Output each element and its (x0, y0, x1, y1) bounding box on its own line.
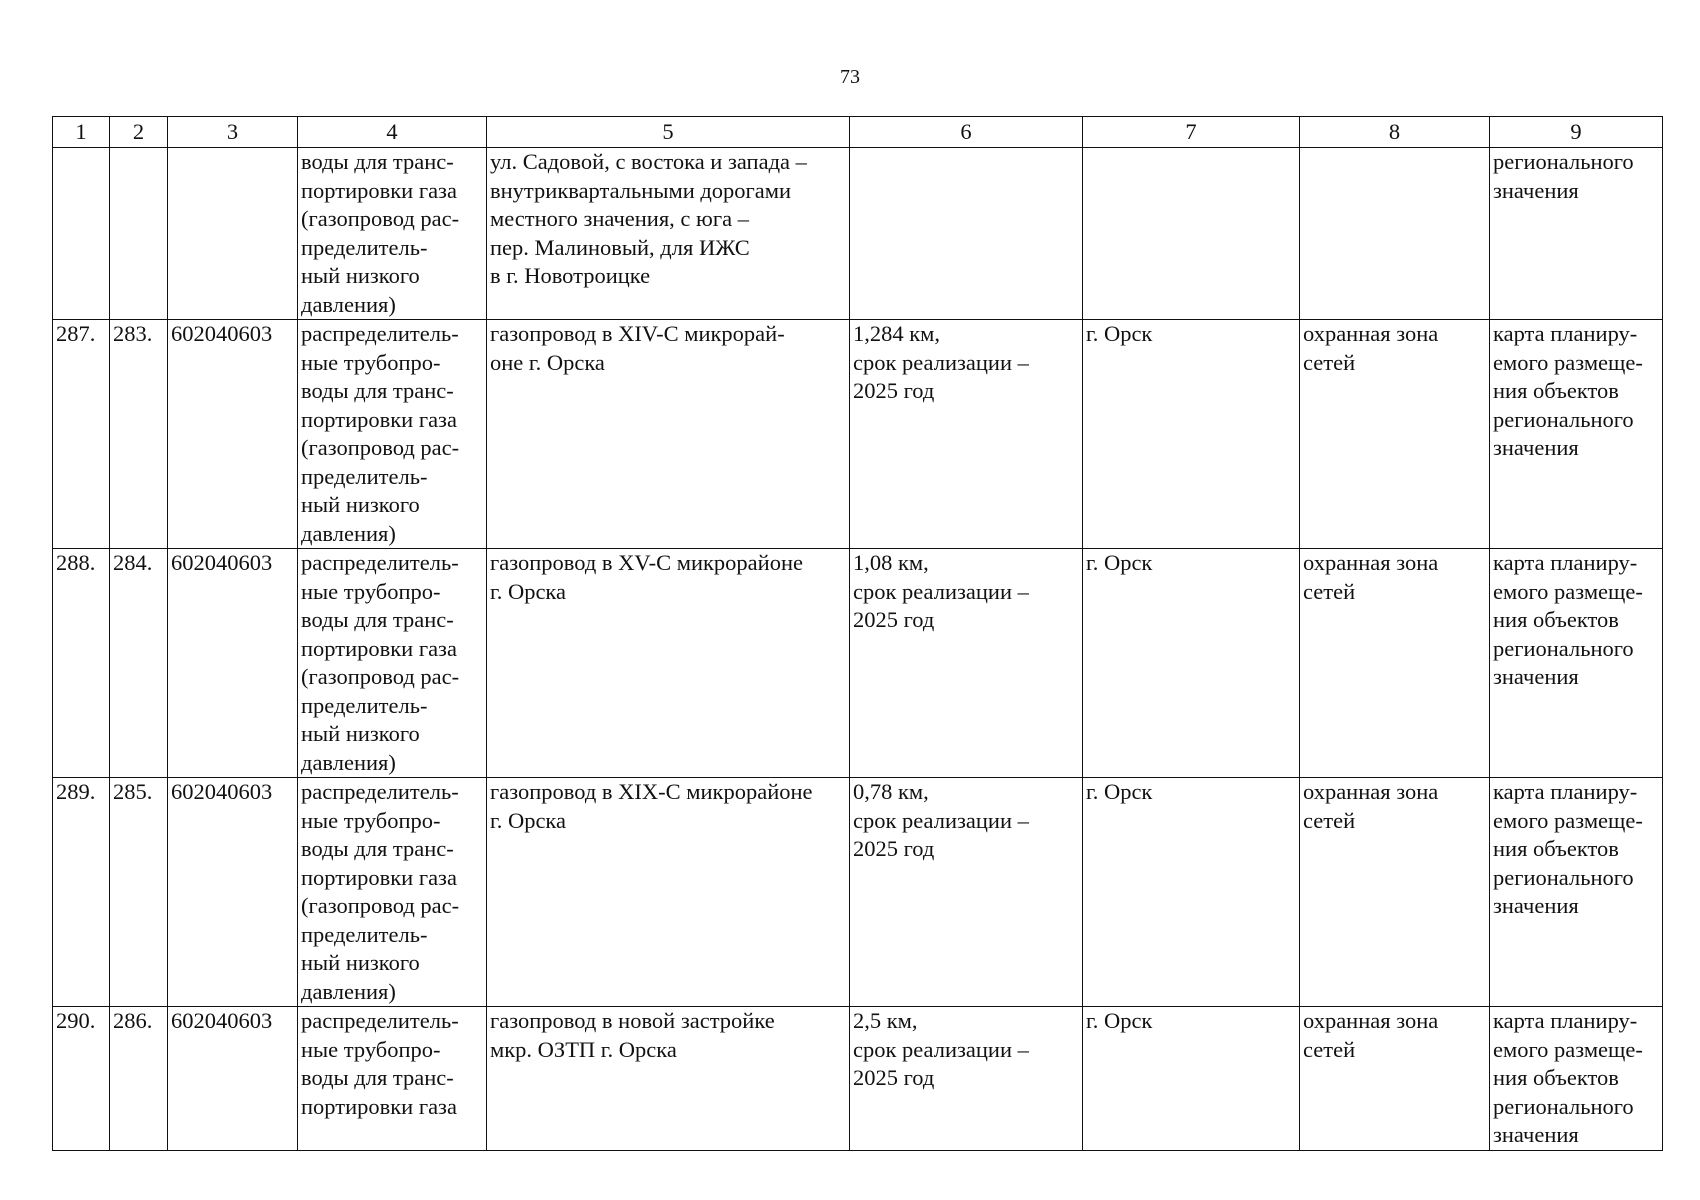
object-number-cell: 285. (110, 778, 168, 1007)
code-cell: 602040603 (168, 320, 298, 549)
code-cell: 602040603 (168, 549, 298, 778)
location-cell: г. Орск (1083, 1007, 1300, 1151)
column-header: 2 (110, 117, 168, 148)
column-header: 5 (487, 117, 850, 148)
map-reference-cell: регионального значения (1490, 148, 1663, 320)
table-row (53, 1007, 1663, 1151)
column-header: 4 (298, 117, 487, 148)
row-number-cell: 288. (53, 549, 110, 778)
column-header: 1 (53, 117, 110, 148)
row-number-cell (53, 148, 110, 320)
column-number-row (53, 117, 1663, 148)
location-cell: г. Орск (1083, 320, 1300, 549)
zone-cell: охранная зона сетей (1300, 1007, 1490, 1151)
zone-cell: охранная зона сетей (1300, 320, 1490, 549)
object-number-cell (110, 148, 168, 320)
map-reference-cell: карта планиру- емого размеще- ния объектов регионального значения (1490, 1007, 1663, 1151)
map-reference-cell: карта планиру- емого размеще- ния объектов регионального значения (1490, 778, 1663, 1007)
column-header: 6 (850, 117, 1083, 148)
column-header: 3 (168, 117, 298, 148)
column-header: 9 (1490, 117, 1663, 148)
location-cell (1083, 148, 1300, 320)
object-name-cell: газопровод в новой застройке мкр. ОЗТП г. Орска (487, 1007, 850, 1151)
row-number-cell: 287. (53, 320, 110, 549)
planning-objects-table (52, 116, 1663, 1151)
object-name-cell: газопровод в XV-С микрорайоне г. Орска (487, 549, 850, 778)
object-name-cell: газопровод в XIX-С микрорайоне г. Орска (487, 778, 850, 1007)
characteristics-cell: 0,78 км, срок реализации – 2025 год (850, 778, 1083, 1007)
code-cell: 602040603 (168, 1007, 298, 1151)
zone-cell (1300, 148, 1490, 320)
object-type-cell: воды для транс- портировки газа (газопровод рас- пределитель- ный низкого давления) (298, 148, 487, 320)
characteristics-cell: 2,5 км, срок реализации – 2025 год (850, 1007, 1083, 1151)
table-row (53, 320, 1663, 549)
column-header: 7 (1083, 117, 1300, 148)
object-type-cell: распределитель- ные трубопро- воды для транс- портировки газа (298, 1007, 487, 1151)
code-cell (168, 148, 298, 320)
object-type-cell: распределитель- ные трубопро- воды для транс- портировки газа (газопровод рас- пределитель- ный низкого давления) (298, 320, 487, 549)
table-row (53, 778, 1663, 1007)
object-number-cell: 286. (110, 1007, 168, 1151)
location-cell: г. Орск (1083, 778, 1300, 1007)
code-cell: 602040603 (168, 778, 298, 1007)
object-name-cell: ул. Садовой, с востока и запада – внутриквартальными дорогами местного значения, с юга – пер. Малиновый, для ИЖС в г. Новотроицке (487, 148, 850, 320)
object-name-cell: газопровод в XIV-С микрорай- оне г. Орска (487, 320, 850, 549)
object-type-cell: распределитель- ные трубопро- воды для транс- портировки газа (газопровод рас- пределитель- ный низкого давления) (298, 778, 487, 1007)
object-number-cell: 284. (110, 549, 168, 778)
table-row-continued (53, 148, 1663, 320)
map-reference-cell: карта планиру- емого размеще- ния объектов регионального значения (1490, 549, 1663, 778)
column-header: 8 (1300, 117, 1490, 148)
characteristics-cell: 1,08 км, срок реализации – 2025 год (850, 549, 1083, 778)
zone-cell: охранная зона сетей (1300, 778, 1490, 1007)
object-number-cell: 283. (110, 320, 168, 549)
page-number: 73 (840, 66, 860, 88)
table-row (53, 549, 1663, 778)
object-type-cell: распределитель- ные трубопро- воды для транс- портировки газа (газопровод рас- пределитель- ный низкого давления) (298, 549, 487, 778)
map-reference-cell: карта планиру- емого размеще- ния объектов регионального значения (1490, 320, 1663, 549)
row-number-cell: 290. (53, 1007, 110, 1151)
characteristics-cell (850, 148, 1083, 320)
characteristics-cell: 1,284 км, срок реализации – 2025 год (850, 320, 1083, 549)
zone-cell: охранная зона сетей (1300, 549, 1490, 778)
row-number-cell: 289. (53, 778, 110, 1007)
location-cell: г. Орск (1083, 549, 1300, 778)
